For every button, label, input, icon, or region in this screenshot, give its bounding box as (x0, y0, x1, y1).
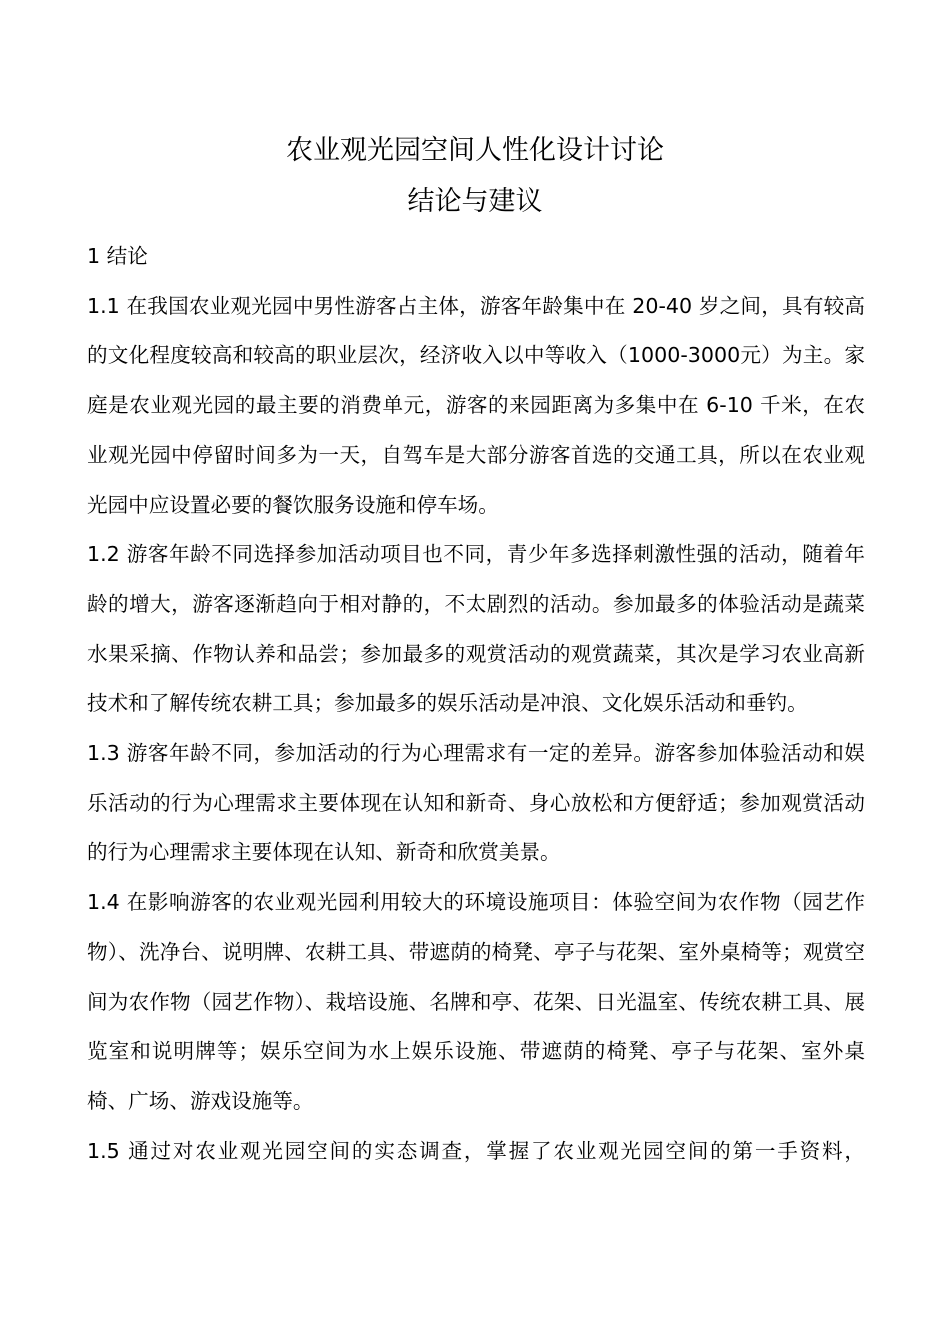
paragraph-1-1: 1.1 在我国农业观光园中男性游客占主体，游客年龄集中在 20-40 岁之间，具有较高的文化程度较高和较高的职业层次，经济收入以中等收入（1000-3000元）为主。家庭是农业观光园的最主要的消费单元，游客的来园距离为多集中在 6-10 千米，在农业观光园中停留时间多为一天，自驾车是大部分游客首选的交通工具，所以在农业观光园中应设置必要的餐饮服务设施和停车场。 (87, 293, 865, 517)
document-body (87, 232, 865, 1176)
paragraph-1-2: 1.2 游客年龄不同选择参加活动项目也不同，青少年多选择刺激性强的活动，随着年龄的增大，游客逐渐趋向于相对静的，不太剧烈的活动。参加最多的体验活动是蔬菜水果采摘、作物认养和品尝；参加最多的观赏活动的观赏蔬菜，其次是学习农业高新技术和了解传统农耕工具；参加最多的娱乐活动是冲浪、文化娱乐活动和垂钓。 (87, 542, 865, 716)
document-title: 农业观光园空间人性化设计讨论 (286, 135, 664, 166)
paragraph-1-5: 1.5 通过对农业观光园空间的实态调查，掌握了农业观光园空间的第一手资料， (87, 1138, 865, 1163)
paragraph-1-4: 1.4 在影响游客的农业观光园利用较大的环境设施项目：体验空间为农作物（园艺作物）、洗净台、说明牌、农耕工具、带遮荫的椅凳、亭子与花架、室外桌椅等；观赏空间为农作物（园艺作物）、栽培设施、名牌和亭、花架、日光温室、传统农耕工具、展览室和说明牌等；娱乐空间为水上娱乐设施、带遮荫的椅凳、亭子与花架、室外桌椅、广场、游戏设施等。 (87, 890, 865, 1113)
paragraph-1-3: 1.3 游客年龄不同，参加活动的行为心理需求有一定的差异。游客参加体验活动和娱乐活动的行为心理需求主要体现在认知和新奇、身心放松和方便舒适；参加观赏活动的行为心理需求主要体现在认知、新奇和欣赏美景。 (87, 741, 865, 865)
section-heading: 1 结论 (87, 244, 148, 268)
document-subtitle: 结论与建议 (407, 186, 543, 217)
